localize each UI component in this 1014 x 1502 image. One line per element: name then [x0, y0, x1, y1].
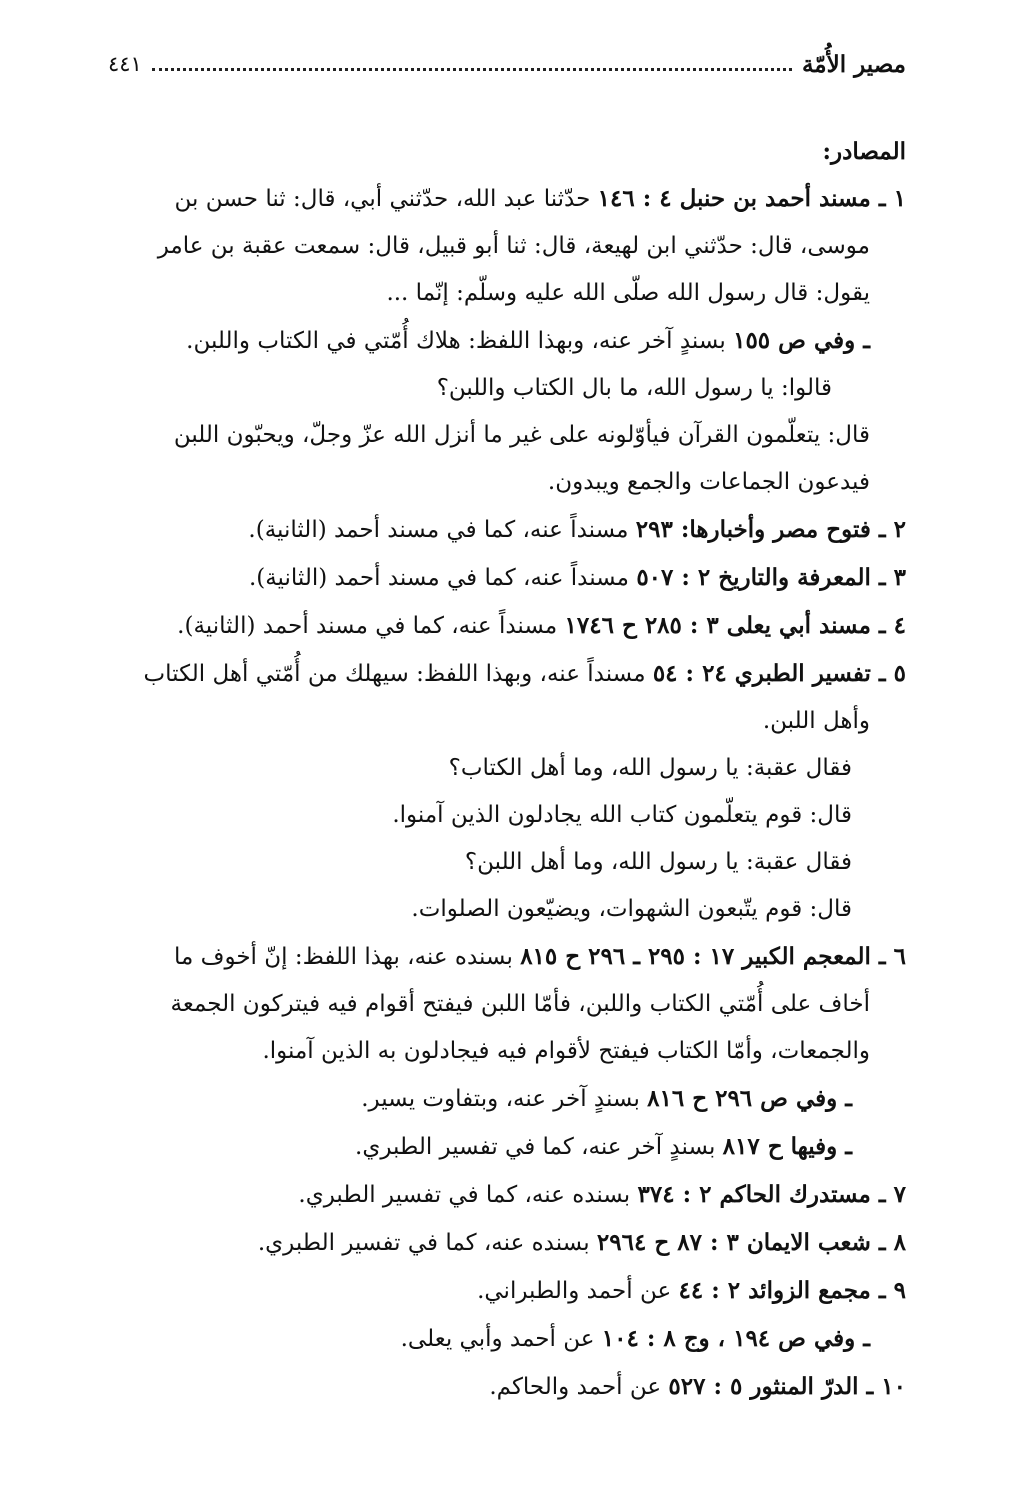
- source-text: فقال عقبة: يا رسول الله، وما أهل الكتاب؟: [448, 755, 852, 781]
- source-text: بسنده عنه، بهذا اللفظ: إنّ أخوف ما: [173, 944, 521, 970]
- source-text: بسنده عنه، كما في تفسير الطبري.: [298, 1182, 638, 1208]
- source-text: بسندٍ آخر عنه، وبتفاوت يسير.: [361, 1086, 648, 1112]
- source-line: [108, 1363, 906, 1411]
- source-line: [108, 1267, 906, 1315]
- section-heading: المصادر:: [822, 138, 906, 165]
- source-text: قال: قوم يتعلّمون كتاب الله يجادلون الذين آمنوا.: [392, 802, 852, 828]
- source-text: يقول: قال رسول الله صلّى الله عليه وسلّم: إنّما ...: [386, 280, 870, 306]
- source-reference: ٢ ـ فتوح مصر وأخبارها: ٢٩٣: [635, 516, 906, 543]
- page-number: ٤٤١: [108, 52, 142, 76]
- source-line: [108, 365, 906, 412]
- source-reference: ـ وفيها ح ٨١٧: [722, 1133, 852, 1160]
- source-line: [108, 745, 906, 792]
- source-text: بسنده عنه، كما في تفسير الطبري.: [257, 1230, 597, 1256]
- source-reference: ٦ ـ المعجم الكبير ١٧ : ٢٩٥ ـ ٢٩٦ ح ٨١٥: [520, 943, 906, 970]
- source-text: مسنداً عنه، كما في مسند أحمد (الثانية).: [248, 565, 637, 591]
- source-text: قال: يتعلّمون القرآن فيأوّلونه على غير ما أنزل الله عزّ وجلّ، ويحبّون اللبن: [173, 422, 870, 448]
- source-lines: [108, 175, 906, 1411]
- source-text: مسنداً عنه، وبهذا اللفظ: سيهلك من أُمّتي أهل الكتاب: [143, 661, 653, 687]
- source-line: [108, 1075, 906, 1123]
- source-text: قال: قوم يتّبعون الشهوات، ويضيّعون الصلوات.: [411, 896, 852, 922]
- source-reference: ١٠ ـ الدرّ المنثور ٥ : ٥٢٧: [668, 1373, 906, 1400]
- source-reference: ٨ ـ شعب الايمان ٣ : ٨٧ ح ٢٩٦٤: [596, 1229, 906, 1256]
- running-title: مصير الأُمّة: [801, 50, 906, 78]
- source-reference: ٧ ـ مستدرك الحاكم ٢ : ٣٧٤: [637, 1181, 906, 1208]
- source-reference: ٤ ـ مسند أبي يعلى ٣ : ٢٨٥ ح ١٧٤٦: [564, 612, 906, 639]
- source-line: [108, 981, 906, 1028]
- source-text: مسنداً عنه، كما في مسند أحمد (الثانية).: [248, 517, 636, 543]
- sources-section: [108, 128, 906, 1411]
- source-line: [108, 602, 906, 650]
- source-line: [108, 1123, 906, 1171]
- source-text: حدّثنا عبد الله، حدّثني أبي، قال: ثنا حسن بن: [174, 186, 598, 212]
- source-text: قالوا: يا رسول الله، ما بال الكتاب واللبن؟: [436, 375, 832, 401]
- source-text: فيدعون الجماعات والجمع ويبدون.: [547, 469, 870, 495]
- source-text: وأهل اللبن.: [762, 708, 870, 734]
- source-line: [108, 1028, 906, 1075]
- source-text: مسنداً عنه، كما في مسند أحمد (الثانية).: [177, 613, 565, 639]
- source-text: بسندٍ آخر عنه، وبهذا اللفظ: هلاك أُمّتي في الكتاب واللبن.: [186, 328, 734, 354]
- source-reference: ١ ـ مسند أحمد بن حنبل ٤ : ١٤٦: [597, 185, 906, 212]
- source-text: فقال عقبة: يا رسول الله، وما أهل اللبن؟: [464, 849, 852, 875]
- source-line: [108, 650, 906, 698]
- source-line: [108, 1171, 906, 1219]
- source-text: عن أحمد وأبي يعلى.: [400, 1326, 602, 1352]
- source-line: [108, 459, 906, 506]
- source-text: عن أحمد والحاكم.: [489, 1374, 669, 1400]
- source-reference: ٥ ـ تفسير الطبري ٢٤ : ٥٤: [652, 660, 906, 687]
- source-text: بسندٍ آخر عنه، كما في تفسير الطبري.: [355, 1134, 723, 1160]
- source-reference: ـ وفي ص ٢٩٦ ح ٨١٦: [647, 1085, 852, 1112]
- source-line: [108, 1219, 906, 1267]
- source-line: [108, 933, 906, 981]
- source-line: [108, 886, 906, 933]
- dot-leader: [152, 68, 792, 71]
- source-line: [108, 223, 906, 270]
- source-line: [108, 554, 906, 602]
- source-line: [108, 412, 906, 459]
- source-text: عن أحمد والطبراني.: [477, 1278, 679, 1304]
- source-reference: ٩ ـ مجمع الزوائد ٢ : ٤٤: [678, 1277, 906, 1304]
- source-reference: ٣ ـ المعرفة والتاريخ ٢ : ٥٠٧: [636, 564, 906, 591]
- source-line: [108, 698, 906, 745]
- source-reference: ـ وفي ص ١٥٥: [733, 327, 870, 354]
- source-line: [108, 175, 906, 223]
- running-header: [108, 44, 906, 84]
- source-text: والجمعات، وأمّا الكتاب فيفتح لأقوام فيه فيجادلون به الذين آمنوا.: [262, 1038, 870, 1064]
- source-line: [108, 1315, 906, 1363]
- source-line: [108, 792, 906, 839]
- source-text: موسى، قال: حدّثني ابن لهيعة، قال: ثنا أبو قبيل، قال: سمعت عقبة بن عامر: [157, 233, 870, 259]
- source-line: [108, 506, 906, 554]
- source-line: [108, 839, 906, 886]
- source-reference: ـ وفي ص ١٩٤ ، وج ٨ : ١٠٤: [601, 1325, 870, 1352]
- source-line: [108, 270, 906, 317]
- source-line: [108, 317, 906, 365]
- source-text: أخاف على أُمّتي الكتاب واللبن، فأمّا اللبن فيفتح أقوام فيه فيتركون الجمعة: [170, 991, 870, 1017]
